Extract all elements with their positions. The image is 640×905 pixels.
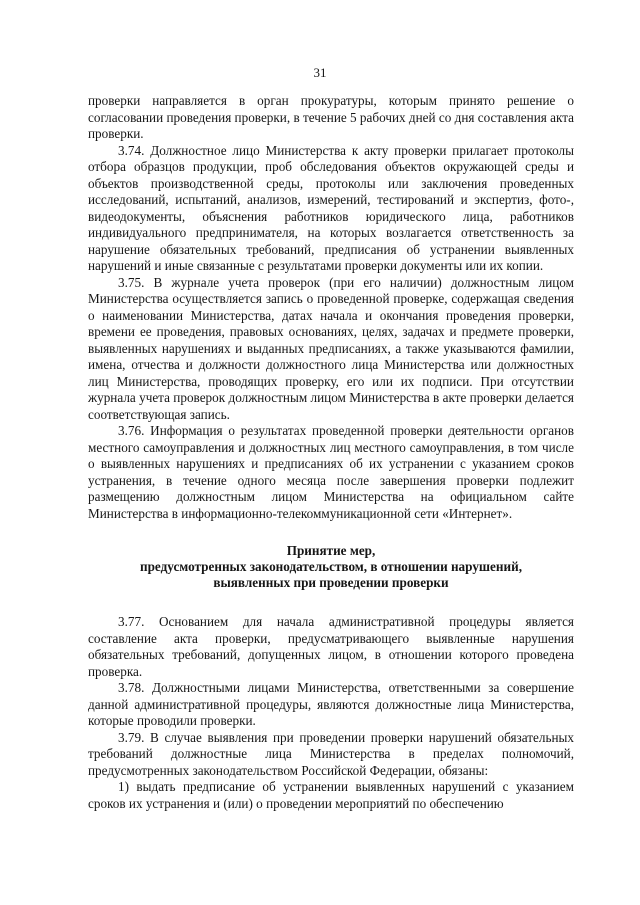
section-heading [88,543,574,591]
paragraph-continuation: проверки направляется в орган прокуратуры, которым принято решение о согласовании проведения проверки, в течение 5 рабочих дней со дня составления акта проверки. [88,93,574,141]
list-item-1: 1) выдать предписание об устранении выявленных нарушений с указанием сроков их устранения и (или) о проведении мероприятий по обеспечению [88,779,574,811]
section-heading-line-1: Принятие мер, [286,543,376,558]
paragraph-3-74: 3.74. Должностное лицо Министерства к акту проверки прилагает протоколы отбора образцов продукции, проб обследования объектов окружающей среды и объектов производственной среды, протоколы или заключения проведенных исследований, испытаний, анализов, измерений, тестирований и экспертиз, фото-, видеодокументы, объяснения работников юридического лица, работников индивидуального предпринимателя, на которых возлагается ответственность за нарушение обязательных требований, предписания об устранении выявленных нарушений и иные связанные с результатами проверки документы или их копии. [88,142,574,273]
paragraph-3-75: 3.75. В журнале учета проверок (при его наличии) должностным лицом Министерства осуществляется запись о проведенной проверке, содержащая сведения о наименовании Министерства, датах начала и окончания проведения проверки, времени ее проведения, правовых основаниях, целях, задачах и предмете проверки, выявленных нарушениях и выданных предписаниях, а также указываются фамилии, имена, отчества и должности должностного лица Министерства или должностных лиц Министерства, проводящих проверку, его или их подписи. При отсутствии журнала учета проверок должностным лицом Министерства в акте проверки делается соответствующая запись. [88,274,574,422]
document-body [88,93,574,812]
section-heading-line-2: предусмотренных законодательством, в отношении нарушений, [139,559,522,574]
paragraph-3-77: 3.77. Основанием для начала административной процедуры является составление акта проверки, предусматривающего выявленные нарушения обязательных требований, допущенных лицом, в отношении которого проведена проверка. [88,614,574,679]
paragraph-3-78: 3.78. Должностными лицами Министерства, ответственными за совершение данной административной процедуры, являются должностные лица Министерства, которые проводили проверки. [88,680,574,728]
paragraph-3-76: 3.76. Информация о результатах проведенной проверки деятельности органов местного самоуправления и должностных лиц местного самоуправления, в том числе о выявленных нарушениях и предписаниях об их устранении с указанием сроков устранения, в течение одного месяца после завершения проверки подлежит размещению должностным лицом Министерства на официальном сайте Министерства в информационно-телекоммуникационной сети «Интернет». [88,423,574,521]
paragraph-3-79: 3.79. В случае выявления при проведении проверки нарушений обязательных требований должностные лица Министерства в пределах полномочий, предусмотренных законодательством Российской Федерации, обязаны: [88,729,574,778]
section-heading-line-3: выявленных при проведении проверки [213,575,449,590]
page-number: 31 [313,65,327,80]
